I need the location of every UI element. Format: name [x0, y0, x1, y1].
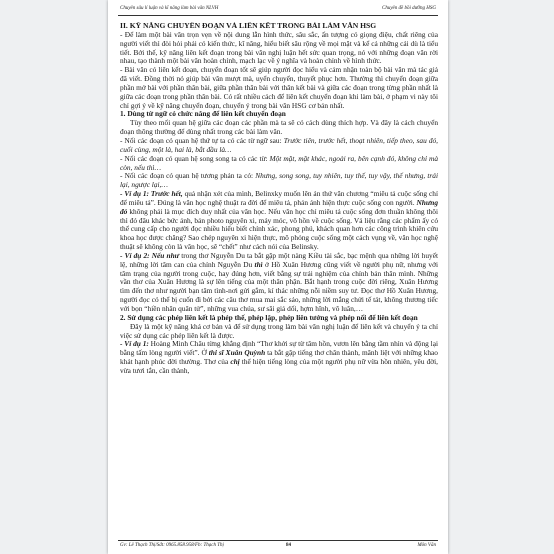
example-3-emphasis-2: chị [230, 357, 240, 367]
connector-list-item-examples: Trước tiên, trước hết, thoạt nhiên, tiếp theo, sau đó, cuối cùng, một là, hai là, bắt đầu là… [120, 135, 438, 154]
subsection-2-lead: Đây là một kỹ năng khá cơ bản và để sử dụng trong làm bài văn nghị luận để liên kết và chuyển ý ta chỉ việc sử dụng các phép liên kết là được. [120, 321, 438, 340]
header-left-text: Chuyên sâu lí luận và kĩ năng làm bài văn NLVH [120, 6, 219, 11]
header-right-text: Chuyên đề bồi dưỡng HSG [382, 6, 436, 11]
example-2-label: - Ví dụ 2: Nếu như [120, 250, 180, 260]
document-page [108, 0, 448, 554]
example-2-emphasis: thì [254, 259, 263, 269]
page-number: 84 [286, 543, 291, 548]
connector-list-item-examples: Một mặt, mặt khác, ngoài ra, bên cạnh đó, không chỉ mà còn, nếu thì… [120, 153, 438, 172]
page-footer [118, 540, 438, 552]
example-2-paragraph [120, 252, 438, 314]
intro-paragraph-2: - Bài văn có liên kết đoạn, chuyển đoạn tốt sẽ giúp người đọc hiểu và cảm nhận toàn bộ bài văn mà tác giả đã viết. Đồng thời nó giúp bài văn mượt mà, uyển chuyển, thuyết phục hơn. Thường thì chuyển đoạn giữa phần mở bài với phần thân bài, giữa phần thân bài với thân kết bài và giữa các đoạn trong từng phần nhất là giữa các đoạn trong phần thân bài. Có rất nhiều cách để liên kết chuyển đoạn khi làm bài, ở phạm vi này tôi chỉ gợi ý về kỹ năng chuyển đoạn, chuyển ý trong bài văn HSG cơ bản nhất. [120, 65, 438, 110]
subsection-1-title: 1. Dùng từ ngữ có chức năng để liên kết chuyển đoạn [120, 109, 286, 119]
subsection-1-lead: Tùy theo mối quan hệ giữa các đoạn các phần mà ta sẽ có cách dùng thích hợp. Và đây là cách chuyển đoạn thông thường để dùng nhất trong các bài làm văn. [120, 118, 438, 137]
section-title: II. KỸ NĂNG CHUYỂN ĐOẠN VÀ LIÊN KẾT TRONG BÀI LÀM VĂN HSG [120, 22, 377, 30]
page-header [118, 2, 438, 16]
example-3-label: - Ví dụ 1: [120, 339, 149, 349]
connector-list-item [120, 155, 438, 173]
example-3-paragraph [120, 340, 438, 375]
footer-author-text: Gv: Lê Thạch Thị/Sđt: 0965.858.958/Fb: Thạch Thị [120, 543, 224, 548]
example-3-text-a: Hoàng Minh Châu từng khẳng định “Thơ khởi sự từ tâm hồn, vươn lên bằng tầm nhìn và động lại bằng tấm lòng người viết”. Ở [120, 339, 438, 358]
connector-list-item [120, 172, 438, 190]
footer-subject-text: Môn Văn [417, 543, 436, 548]
example-1-label: - Ví dụ 1: Trước hết, [120, 189, 183, 199]
connector-list-item-examples: Nhưng, song song, tuy nhiên, tuy thế, tuy vậy, thế nhưng, trái lại, ngược lại,… [120, 171, 438, 190]
subsection-2-title: 2. Sử dụng các phép liên kết là phép thế, phép lặp, phép liên tưởng và phép nối để liên kết đoạn [120, 312, 418, 322]
example-1-emphasis: Nhưng đó [120, 197, 438, 216]
example-3-text-c: thể hiện tiếng lòng của một người phụ nữ vừa hồn nhiên, yêu đời, vừa tươi tắn, cần thành, [120, 357, 438, 375]
example-1-text-a: quả nhận xét của mình, Belinxky muốn lên án thứ văn chương “miêu tả cuộc sống chỉ để miêu tả”. Đúng là văn học nghệ thuật ra đời để miêu tả, phản ánh hiện thực cuộc sống con người. [120, 189, 438, 207]
example-2-text-a: trong thơ Nguyễn Du ta bắt gặp một nàng Kiều tài sắc, bạc mệnh qua những lời huyết lệ, những lời tâm can của chính Nguyễn Du [120, 250, 438, 269]
connector-list-item [120, 137, 438, 155]
example-1-paragraph [120, 190, 438, 252]
example-2-text-b: ở Hồ Xuân Hương cũng viết về người phụ nữ, nhưng với tâm trạng của người trong cuộc, hay đúng hơn, viết bằng sự trải nghiệm của chính bản thân mình. Những vần thơ của Xuân Hương là sự lên tiếng của một thân phận. Bắt hạnh trong cuộc đời riêng, Xuân Hương tìm đến thơ như người bạn tâm tình-nơi gửi gắm, kí thác những nỗi niềm suy tư. Đọc thơ Hồ Xuân Hương, người đọc có thể bị cuốn đi bởi các câu thơ mua mai sắc sảo, những lời mắng chửi tế tát, không thương tiếc với bọn “hiền nhân quân tử”, những vua chúa, sư sãi giả dối, hợm hĩnh, vô luân,… [120, 259, 438, 313]
connector-list-item-lead: - Nối các đoạn có quan hệ song song ta có các từ: [120, 153, 270, 163]
connector-list-item-lead: - Nối các đoạn có quan hệ thứ tự ta có các từ ngữ sau: [120, 135, 284, 145]
example-3-emphasis: thi sĩ Xuân Quỳnh [208, 348, 266, 358]
example-3-text-b: ta bắt gặp tiếng thơ chân thành, mãnh liệt với những khao khát hạnh phúc đời thường. Thơ của [120, 348, 438, 367]
page-body [120, 22, 438, 538]
connector-list-item-lead: - Nối các đoạn có quan hệ tương phản ta có: [120, 171, 256, 181]
intro-paragraph-1: - Để làm một bài văn trọn vẹn về nội dung lẫn hình thức, sâu sắc, ấn tượng có giọng điệu, chất riêng của người viết thì đòi hỏi phải có kiến thức, kĩ năng, hiểu biết sâu rộng về mọi mặt và kể cả những cái dù là tiểu tiết. Bởi thế, kỹ năng liên kết đoạn trong bài văn nghị luận hết sức quan trọng, nó với những đoạn văn rời nhau, tạo thành một bài văn hoàn chỉnh, mạch lạc về ý nghĩa và hoàn chỉnh về hình thức. [120, 29, 438, 66]
example-1-text-b: không phải là mục đích duy nhất của văn học. Nếu văn học chỉ miêu tả cuộc sống đơn thuần không thôi thì đó đâu khác bức ảnh, bản photo nguyên xi, máy móc, vô hồn về cuộc sống. Vả liệu rằng các phẩm ấy có thể cung cấp cho người đọc nhiều hiểu biết chính xác, phong phú, khách quan hơn các công trình khiên cứu khoa học được chăng? Sao chép nguyên xi hiện thực, mô phỏng cuộc sống một cách vụng về, văn học nghệ thuật sẽ không còn là văn học, sẽ “chết” như cách nói của Belinsky. [120, 206, 438, 252]
